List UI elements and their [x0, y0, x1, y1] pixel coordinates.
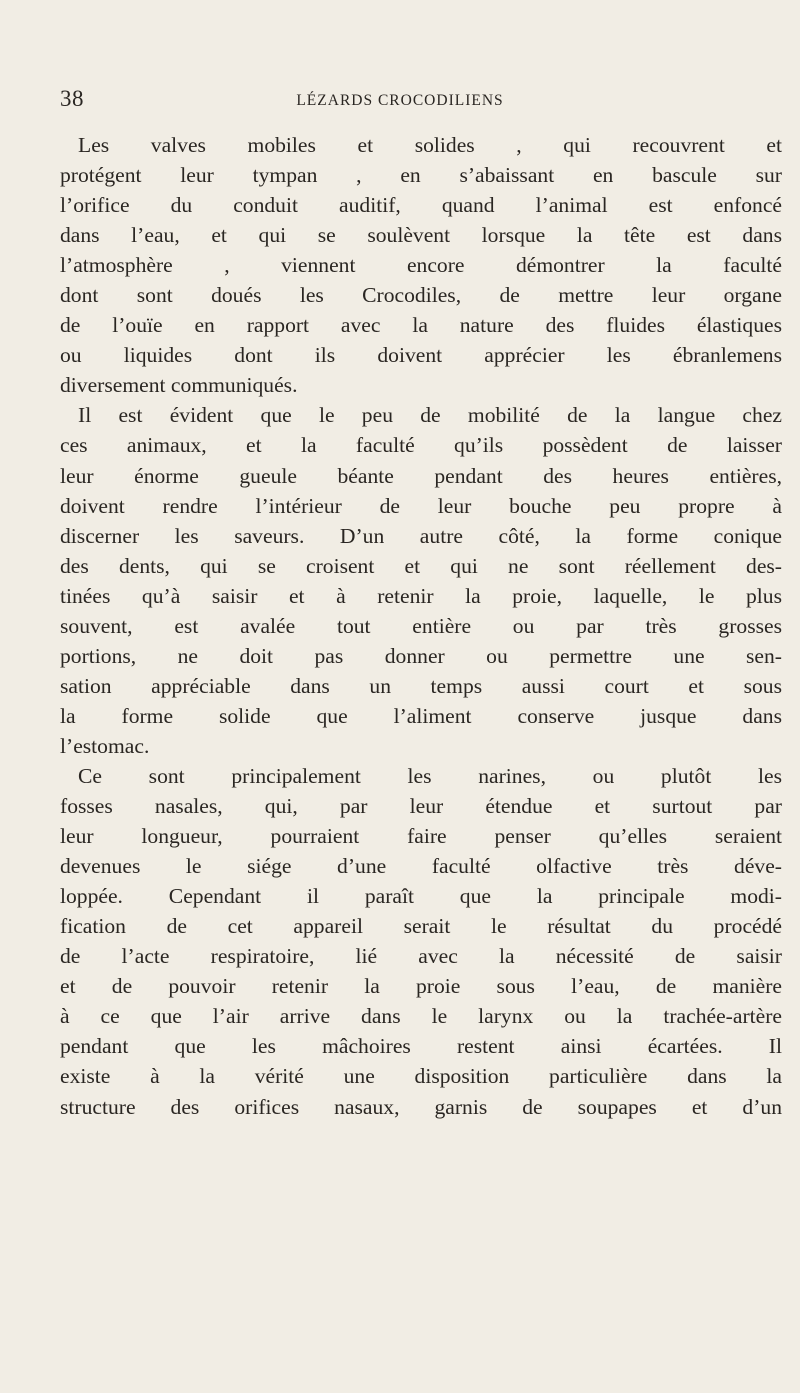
text-line: l’orifice du conduit auditif, quand l’animal est enfoncé: [60, 193, 782, 218]
text-line: Il est évident que le peu de mobilité de la langue chez: [78, 403, 782, 428]
text-line: l’atmosphère , viennent encore démontrer la faculté: [60, 253, 782, 278]
text-line: la forme solide que l’aliment conserve jusque dans: [60, 703, 782, 728]
text-line: dont sont doués les Crocodiles, de mettre leur organe: [60, 283, 782, 308]
text-line: loppée. Cependant il paraît que la principale modi-: [60, 884, 782, 909]
text-line: tinées qu’à saisir et à retenir la proie, laquelle, le plus: [60, 583, 782, 608]
text-line: structure des orifices nasaux, garnis de soupapes et d’un: [60, 1094, 782, 1119]
text-line: discerner les saveurs. D’un autre côté, la forme conique: [60, 523, 782, 548]
text-line: Ce sont principalement les narines, ou plutôt les: [78, 763, 782, 788]
text-line: leur longueur, pourraient faire penser qu’elles seraient: [60, 824, 782, 849]
text-line: fosses nasales, qui, par leur étendue et surtout par: [60, 794, 782, 819]
running-title: LÉZARDS CROCODILIENS: [296, 92, 504, 109]
text-line: existe à la vérité une disposition particulière dans la: [60, 1064, 782, 1089]
text-line: devenues le siége d’une faculté olfactive très déve-: [60, 854, 782, 879]
text-line: de l’ouïe en rapport avec la nature des fluides élastiques: [60, 313, 782, 338]
text-line: portions, ne doit pas donner ou permettre une sen-: [60, 643, 782, 668]
text-line: dans l’eau, et qui se soulèvent lorsque la tête est dans: [60, 223, 782, 248]
text-line: l’estomac.: [60, 733, 150, 758]
text-line: des dents, qui se croisent et qui ne sont réellement des-: [60, 553, 782, 578]
text-line: ces animaux, et la faculté qu’ils possèdent de laisser: [60, 433, 782, 458]
text-line: et de pouvoir retenir la proie sous l’eau, de manière: [60, 974, 782, 999]
text-line: ou liquides dont ils doivent apprécier les ébranlemens: [60, 343, 782, 368]
text-line: fication de cet appareil serait le résultat du procédé: [60, 914, 782, 939]
text-line: Les valves mobiles et solides , qui recouvrent et: [78, 133, 782, 157]
running-head: [0, 86, 800, 116]
text-line: doivent rendre l’intérieur de leur bouche peu propre à: [60, 493, 782, 518]
text-line: sation appréciable dans un temps aussi court et sous: [60, 673, 782, 698]
page-number: 38: [60, 86, 84, 111]
text-line: de l’acte respiratoire, lié avec la nécessité de saisir: [60, 944, 782, 969]
text-line: leur énorme gueule béante pendant des heures entières,: [60, 463, 782, 488]
text-line: souvent, est avalée tout entière ou par très grosses: [60, 613, 782, 638]
text-line: diversement communiqués.: [60, 373, 298, 398]
body-text: [60, 130, 782, 1122]
text-line: à ce que l’air arrive dans le larynx ou la trachée-artère: [60, 1004, 782, 1029]
text-line: protégent leur tympan , en s’abaissant en bascule sur: [60, 163, 782, 188]
text-line: pendant que les mâchoires restent ainsi écartées. Il: [60, 1034, 782, 1059]
